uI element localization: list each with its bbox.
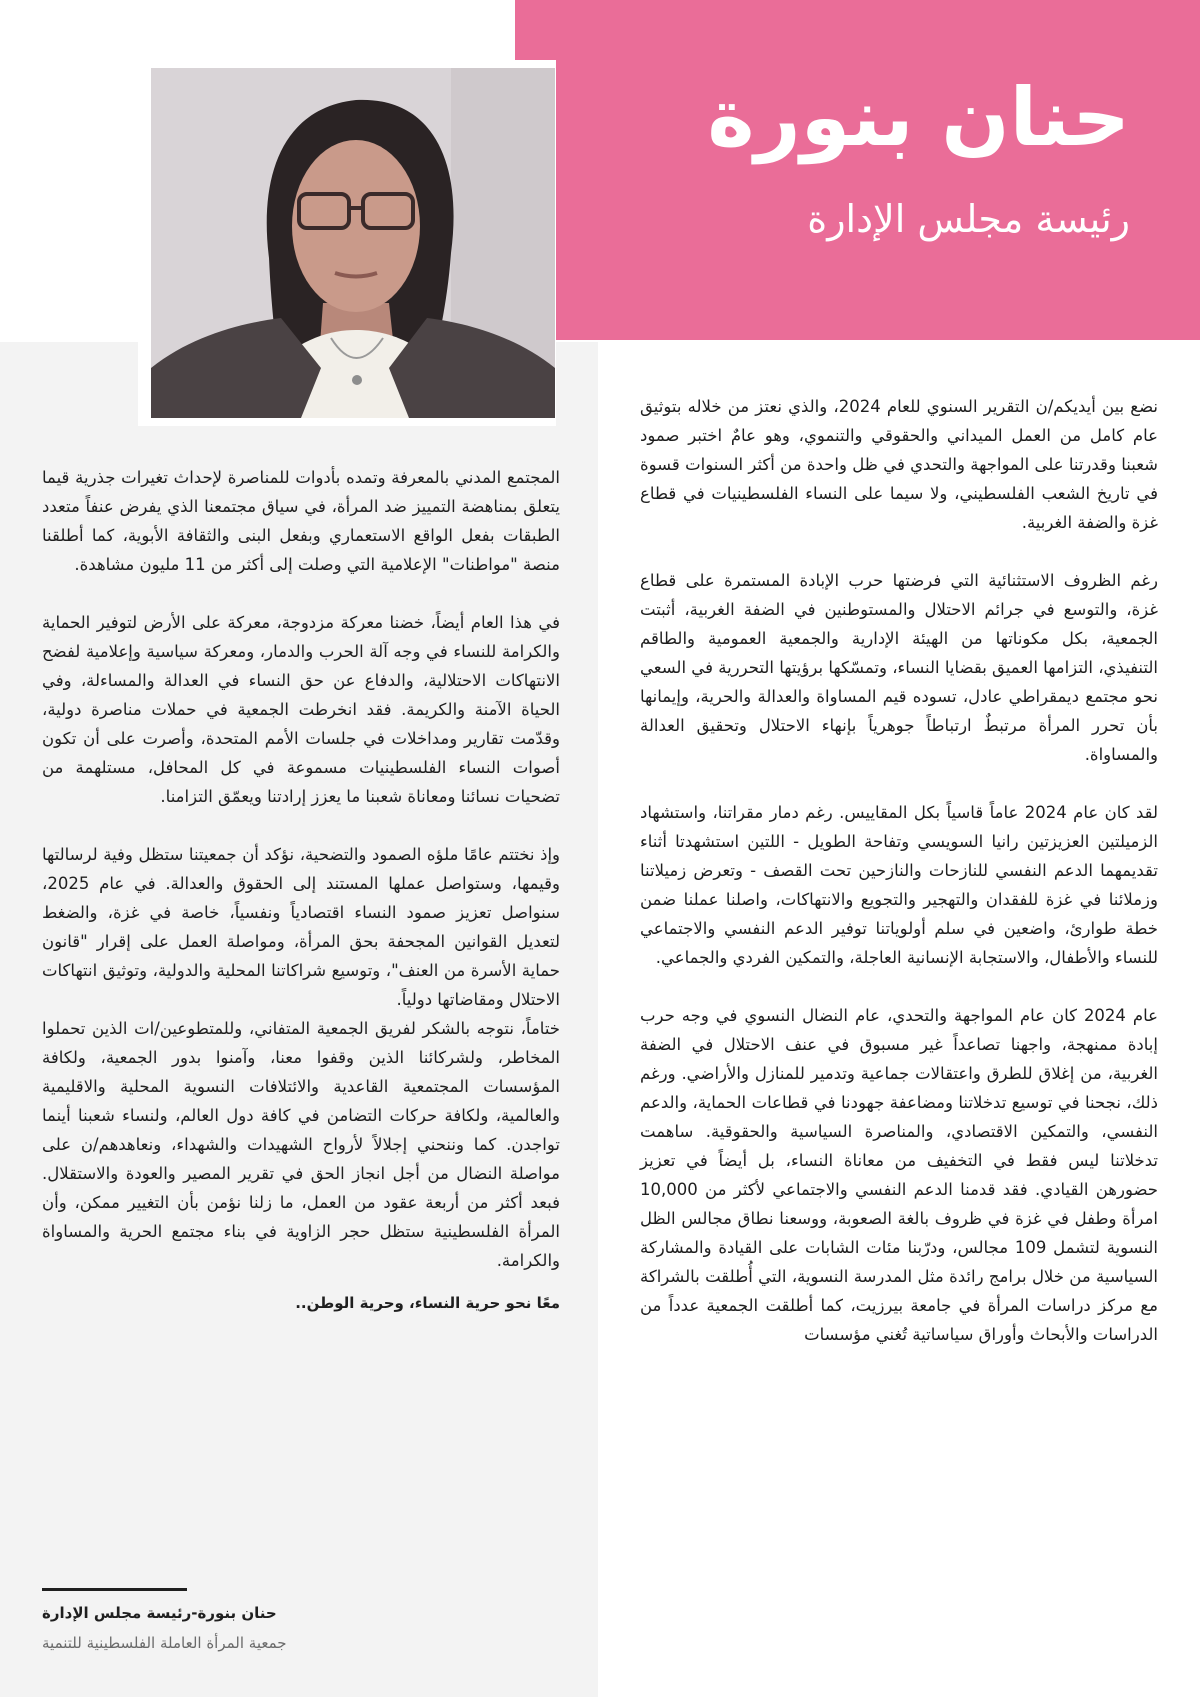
left-text-column [42,463,560,1315]
paragraph: في هذا العام أيضاً، خضنا معركة مزدوجة، معركة على الأرض لتوفير الحماية والكرامة للنساء في وجه آلة الحرب والدمار، ومعركة سياسية وإعلامية لفضح الانتهاكات الاحتلالية، والدفاع عن حق النساء في العدالة والمساءلة، وفي الحياة الآمنة والكريمة. فقد انخرطت الجمعية في حملات مناصرة دولية، وقدّمت تقارير ومداخلات في جلسات الأمم المتحدة، وأصرت على أن تكون أصوات النساء الفلسطينيات مسموعة في كل المحافل، مستلهمة من تضحيات نسائنا ومعاناة شعبنا ما يعزز إرادتنا ويعمّق التزامنا. [42,613,560,806]
paragraph: رغم الظروف الاستثنائية التي فرضتها حرب الإبادة المستمرة على قطاع غزة، والتوسع في جرائم الاحتلال والمستوطنين في الضفة الغربية، أثبتت الجمعية، بكل مكوناتها من الهيئة الإدارية والجمعية العمومية والطاقم التنفيذي، التزامها العميق بقضايا النساء، وتمسّكها برؤيتها التحررية في السعي نحو مجتمع ديمقراطي عادل، تسوده قيم المساواة والعدالة والحرية، وإيمانها بأن تحرر المرأة مرتبطٌ ارتباطاً جوهرياً بإنهاء الاحتلال وتحقيق العدالة والمساواة. [640,571,1158,764]
paragraph: نضع بين أيديكم/ن التقرير السنوي للعام 2024، والذي نعتز من خلاله بتوثيق عام كامل من العمل الميداني والحقوقي والتنموي، وهو عامٌ اختبر صمود شعبنا وقدرتنا على المواجهة والتحدي في ظل واحدة من أكثر السنوات قسوة في تاريخ الشعب الفلسطيني، ولا سيما على النساء الفلسطينيات في قطاع غزة والضفة الغربية. [640,397,1158,532]
signature-divider [42,1588,187,1591]
portrait-photo [151,68,555,418]
paragraph: وإذ نختتم عامًا ملؤه الصمود والتضحية، نؤكد أن جمعيتنا ستظل وفية لرسالتها وقيمها، وستواصل عملها المستند إلى الحقوق والعدالة. في عام 2025، سنواصل تعزيز صمود النساء اقتصادياً ونفسياً، خاصة في غزة، والضغط لتعديل القوانين المجحفة بحق المرأة، ومواصلة العمل على إقرار "قانون حماية الأسرة من العنف"، وتوسيع شراكاتنا المحلية والدولية، وتوثيق انتهاكات الاحتلال ومقاضاتها دولياً. [42,845,560,1009]
header-band [515,0,1200,340]
paragraph: عام 2024 كان عام المواجهة والتحدي، عام النضال النسوي في وجه حرب إبادة ممنهجة، واجهنا تصاعداً غير مسبوق في عنف الاحتلال في الضفة الغربية، من إغلاق للطرق واعتقالات جماعية وتدمير للمنازل والأراضي. ورغم ذلك، نجحنا في توسيع تدخلاتنا ومضاعفة جهودنا في قطاعات الحماية، والدعم النفسي، والتمكين الاقتصادي، والمناصرة السياسية والحقوقية. ساهمت تدخلاتنا ليس فقط في التخفيف من معاناة النساء، بل أيضاً في تعزيز حضورهن القيادي. فقد قدمنا الدعم النفسي والاجتماعي لأكثر من 10,000 امرأة وطفل في غزة في ظروف بالغة الصعوبة، ووسعنا نطاق مجالس الظل النسوية لتشمل 109 مجالس، ودرّبنا مئات الشابات على القيادة والمشاركة السياسية من خلال برامج رائدة مثل المدرسة النسوية، التي أُطلقت بالشراكة مع مركز دراسات المرأة في جامعة بيرزيت، كما أطلقت الجمعية عدداً من الدراسات والأبحاث وأوراق سياساتية تُغني مؤسسات [640,1006,1158,1344]
page-title: حنان بنورة [707,71,1130,164]
page-subtitle: رئيسة مجلس الإدارة [807,197,1130,241]
paragraph: ختاماً، نتوجه بالشكر لفريق الجمعية المتفاني، وللمتطوعين/ات الذين تحملوا المخاطر، ولشركائنا الذين وقفوا معنا، وآمنوا بدور الجمعية، ولكافة المؤسسات المجتمعية القاعدية والائتلافات النسوية المحلية والاقليمية والعالمية، ولكافة حركات التضامن في كافة دول العالم، ولنساء شعبنا أينما تواجدن. كما وننحني إجلالاً لأرواح الشهيدات والشهداء، ونعاهدهم/ن على مواصلة النضال من أجل انجاز الحق في تقرير المصير والعودة والاستقلال. فبعد أكثر من أربعة عقود من العمل، ما زلنا نؤمن بأن التغيير ممكن، وأن المرأة الفلسطينية ستظل حجر الزاوية في بناء مجتمع الحرية والمساواة والكرامة. [42,1019,560,1270]
closing-line: معًا نحو حرية النساء، وحرية الوطن.. [295,1294,560,1312]
portrait-illustration [151,68,555,418]
signature-organization: جمعية المرأة العاملة الفلسطينية للتنمية [42,1634,287,1652]
paragraph: لقد كان عام 2024 عاماً قاسياً بكل المقاييس. رغم دمار مقراتنا، واستشهاد الزميلتين العزيزتين رانيا السويسي وتفاحة الطويل - اللتين استشهدتا أثناء تقديمهما الدعم النفسي للنازحات والنازحين تحت القصف - وتعرض زميلاتنا وزملائنا في غزة للفقدان والتهجير والتجويع والانتهاكات، واصلنا عملنا ضمن خطة طوارئ، واضعين في سلم أولوياتنا توفير الدعم النفسي والاجتماعي للنساء والأطفال، والاستجابة الإنسانية العاجلة، والتمكين الفردي والجماعي. [640,803,1159,967]
paragraph: المجتمع المدني بالمعرفة وتمده بأدوات للمناصرة لإحداث تغيرات جذرية قيما يتعلق بمناهضة التمييز ضد المرأة، في سياق مجتمعنا الذي يفرض عنفاً متعدد الطبقات بفعل الواقع الاستعماري وبفعل البنى والثقافة الأبوية، كما أطلقنا منصة "مواطنات" الإعلامية التي وصلت إلى أكثر من 11 مليون مشاهدة. [42,468,560,574]
right-text-column [640,392,1158,1378]
signature-name: حنان بنورة-رئيسة مجلس الإدارة [42,1604,277,1622]
